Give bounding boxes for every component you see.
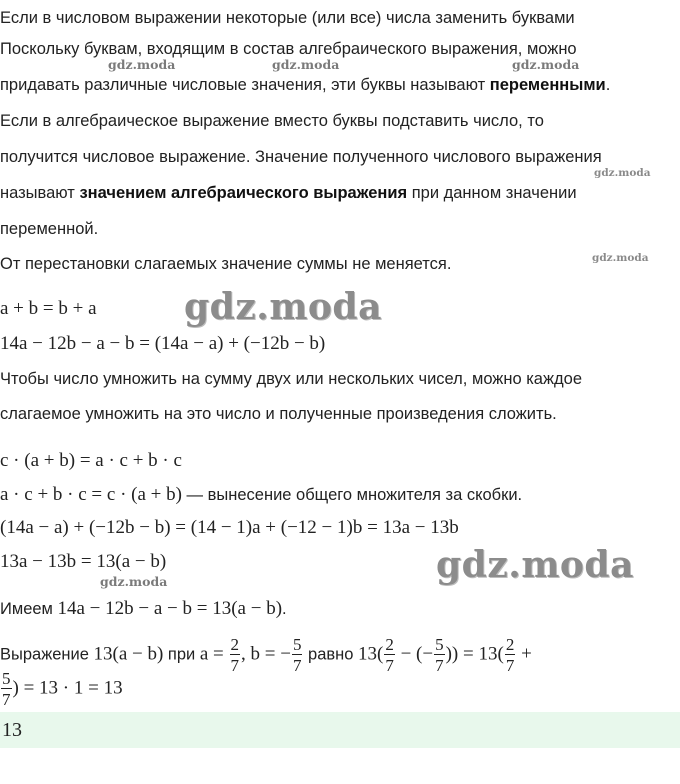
paragraph-1: Если в числовом выражении некоторые (или все) числа заменить буквами — [0, 9, 575, 27]
formula-factoring: a · c + b · c = c · (a + b) — [0, 484, 182, 505]
formula-grouping: 14a − 12b − a − b = (14a − a) + (−12b − b) — [0, 333, 326, 354]
watermark: gdz.moda — [436, 544, 634, 586]
fraction-numerator: 2 — [385, 635, 394, 654]
fraction-denominator: 7 — [2, 690, 11, 709]
result-line — [0, 598, 287, 620]
formula-combine: (14a − a) + (−12b − b) = (14 − 1)a + (−12 − 1)b = 13a − 13b — [0, 517, 459, 538]
fraction-b — [292, 636, 303, 674]
paragraph-3 — [0, 76, 610, 95]
fraction-calc-3 — [505, 636, 516, 674]
watermark: gdz.moda — [100, 574, 168, 589]
fraction-numerator: 5 — [292, 635, 302, 654]
answer-box — [0, 712, 680, 748]
fraction-denominator: 7 — [230, 656, 239, 675]
watermark: gdz.moda — [108, 57, 176, 72]
result-prefix: Имеем — [0, 600, 58, 618]
calc-part-3: )) = 13( — [445, 643, 504, 665]
substitution-at: при — [163, 645, 200, 664]
paragraph-7: переменной. — [0, 220, 99, 238]
fraction-denominator: 7 — [385, 656, 394, 675]
formula-factor-result: 13a − 13b = 13(a − b) — [0, 551, 167, 572]
result-math: 14a − 12b − a − b = 13(a − b) — [57, 598, 283, 619]
paragraph-4: Если в алгебраическое выражение вместо буквы подставить число, то — [0, 112, 544, 130]
fraction-numerator: 2 — [505, 635, 515, 654]
fraction-denominator: 7 — [292, 656, 302, 675]
term-expression-value: значением алгебраического выражения — [79, 184, 408, 202]
term-variables: переменными — [489, 76, 606, 94]
calc-part-4: + — [516, 643, 532, 665]
substitution-label: Выражение — [0, 645, 94, 664]
calc-part-1: 13( — [358, 643, 384, 665]
watermark: gdz.moda — [272, 57, 340, 72]
formula-factoring-line — [0, 484, 522, 506]
substitution-line-2 — [0, 670, 123, 708]
formula-commutative: a + b = b + a — [0, 298, 97, 319]
watermark: gdz.moda — [592, 252, 649, 264]
fraction-calc-2 — [434, 636, 445, 674]
paragraph-8: От перестановки слагаемых значение суммы не меняется. — [0, 255, 452, 273]
result-suffix: . — [282, 600, 287, 618]
watermark: gdz.moda — [594, 167, 651, 179]
substitution-line — [0, 636, 532, 674]
fraction-calc-4 — [1, 670, 12, 708]
watermark: gdz.moda — [184, 286, 382, 328]
paragraph-2: Поскольку буквам, входящим в состав алгебраического выражения, можно — [0, 40, 577, 58]
paragraph-5: получится числовое выражение. Значение полученного числового выражения — [0, 148, 602, 166]
paragraph-3-text: придавать различные числовые значения, эти буквы называют — [0, 76, 490, 94]
paragraph-9: Чтобы число умножить на сумму двух или нескольких чисел, можно каждое — [0, 370, 582, 388]
fraction-calc-1 — [384, 636, 395, 674]
substitution-expr: 13(a − b) — [93, 643, 164, 665]
substitution-equals-label: равно — [303, 645, 359, 664]
fraction-denominator: 7 — [505, 656, 515, 675]
fraction-numerator: 2 — [230, 635, 239, 654]
fraction-denominator: 7 — [435, 656, 444, 675]
fraction-a — [230, 636, 241, 674]
paragraph-6 — [0, 184, 577, 203]
paragraph-3-end: . — [605, 76, 611, 94]
a-equals: a = — [199, 643, 229, 665]
calc-final: ) = 13 · 1 = 13 — [12, 677, 123, 699]
watermark: gdz.moda — [512, 57, 580, 72]
calc-part-2: − (− — [395, 643, 434, 665]
fraction-numerator: 5 — [435, 635, 444, 654]
b-equals: , b = − — [241, 643, 291, 665]
paragraph-10: слагаемое умножить на это число и полученные произведения сложить. — [0, 405, 557, 423]
paragraph-6-end: при данном значении — [407, 184, 577, 202]
formula-factoring-note: — вынесение общего множителя за скобки. — [181, 486, 523, 504]
answer-value: 13 — [2, 719, 22, 741]
fraction-numerator: 5 — [2, 669, 11, 688]
formula-distributive: c · (a + b) = a · c + b · c — [0, 450, 182, 471]
paragraph-6-text: называют — [0, 184, 80, 202]
